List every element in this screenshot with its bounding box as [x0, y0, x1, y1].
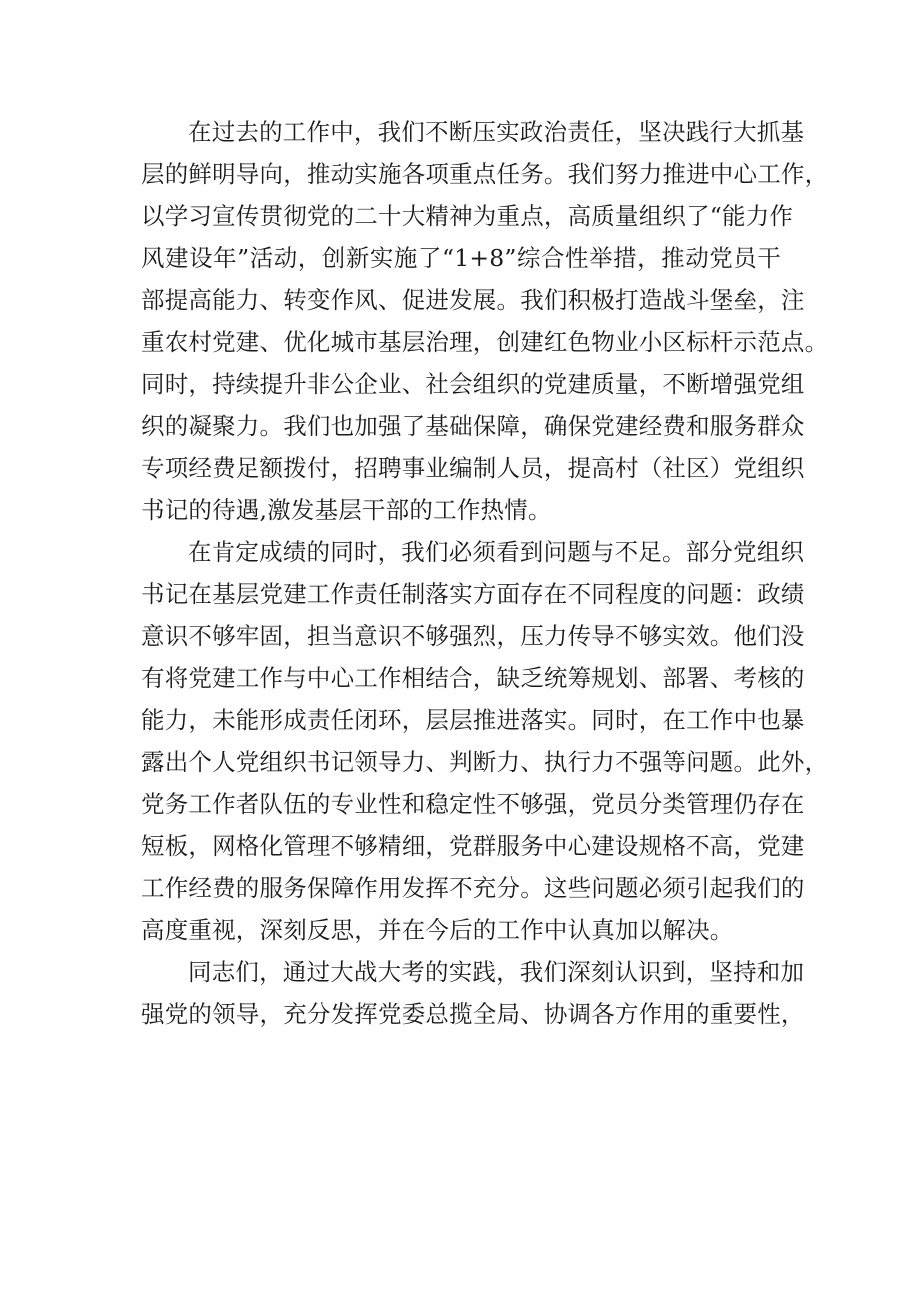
text-line: 能力，未能形成责任闭环，层层推进落实。同时，在工作中也暴: [141, 706, 805, 734]
text-line: 党务工作者队伍的专业性和稳定性不够强，党员分类管理仍存在: [141, 790, 805, 818]
text-line: 工作经费的服务保障作用发挥不充分。这些问题必须引起我们的: [141, 874, 805, 902]
text-line: 在过去的工作中，我们不断压实政治责任，坚决践行大抓基: [188, 118, 805, 146]
text-line: 意识不够牢固，担当意识不够强烈，压力传导不够实效。他们没: [141, 622, 805, 650]
text-line: 同志们，通过大战大考的实践，我们深刻认识到，坚持和加: [188, 958, 805, 986]
text-line: 有将党建工作与中心工作相结合，缺乏统筹规划、部署、考核的: [141, 664, 805, 692]
text-line: 层的鲜明导向，推动实施各项重点任务。我们努力推进中心工作，: [141, 160, 829, 188]
text-line: 短板，网格化管理不够精细，党群服务中心建设规格不高，党建: [141, 832, 805, 860]
text-line: 同时，持续提升非公企业、社会组织的党建质量，不断增强党组: [141, 370, 805, 398]
text-line: 织的凝聚力。我们也加强了基础保障，确保党建经费和服务群众: [141, 412, 805, 440]
text-line: 强党的领导，充分发挥党委总揽全局、协调各方作用的重要性，: [141, 1000, 805, 1028]
text-line: 专项经费足额拨付，招聘事业编制人员，提高村（社区）党组织: [141, 454, 805, 482]
text-line: 书记在基层党建工作责任制落实方面存在不同程度的问题：政绩: [141, 580, 805, 608]
text-line: 高度重视，深刻反思，并在今后的工作中认真加以解决。: [141, 916, 734, 944]
text-line: 重农村党建、优化城市基层治理，创建红色物业小区标杆示范点。: [141, 328, 829, 356]
paragraph-problems: [141, 531, 829, 951]
text-line: 书记的待遇,激发基层干部的工作热情。: [141, 496, 552, 524]
document-body: [141, 111, 829, 1035]
text-line: 部提高能力、转变作风、促进发展。我们积极打造战斗堡垒，注: [141, 286, 805, 314]
text-line: 在肯定成绩的同时，我们必须看到问题与不足。部分党组织: [188, 538, 805, 566]
text-line: 风建设年”活动，创新实施了“1+8”综合性举措，推动党员干: [141, 244, 781, 272]
paragraph-achievements: [141, 111, 829, 531]
text-line: 露出个人党组织书记领导力、判断力、执行力不强等问题。此外，: [141, 748, 829, 776]
text-line: 以学习宣传贯彻党的二十大精神为重点，高质量组织了“能力作: [141, 202, 794, 230]
paragraph-conclusion: [141, 951, 805, 1035]
